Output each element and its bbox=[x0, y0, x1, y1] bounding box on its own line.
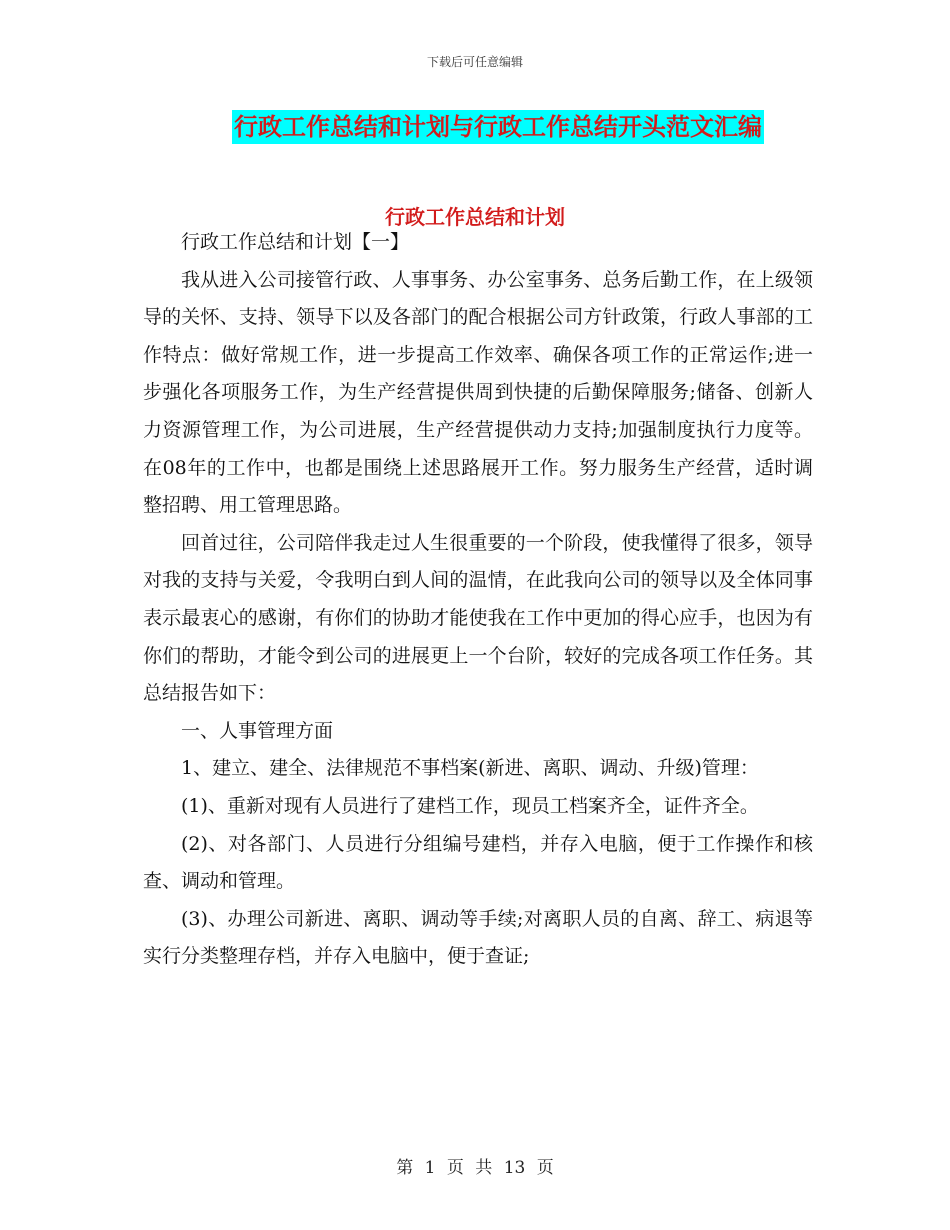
main-title-container bbox=[0, 110, 950, 144]
header-note: 下载后可任意编辑 bbox=[426, 55, 523, 69]
page-footer: 第 1 页 共 13 页 bbox=[396, 1158, 554, 1178]
list-item: (1)、重新对现有人员进行了建档工作，现员工档案齐全，证件齐全。 bbox=[181, 794, 759, 817]
paragraph: 回首过往，公司陪伴我走过人生很重要的一个阶段，使我懂得了很多，领导对我的支持与关爱，令我明白到人间的温情，在此我向公司的领导以及全体同事表示最衷心的感谢，有你们的协助才能使我在工作中更加的得心应手，也因为有你们的帮助，才能令到公司的进展更上一个台阶，较好的完成各项工作任务。其总结报告如下： bbox=[143, 531, 813, 705]
section-title: 行政工作总结和计划 bbox=[385, 205, 565, 229]
main-title: 行政工作总结和计划与行政工作总结开头范文汇编 bbox=[232, 110, 764, 144]
section-heading: 行政工作总结和计划【一】 bbox=[181, 231, 410, 253]
list-item: 1、建立、建全、法律规范不事档案(新进、离职、调动、升级)管理： bbox=[181, 757, 759, 780]
document-body bbox=[143, 224, 813, 976]
paragraph: 我从进入公司接管行政、人事事务、办公室事务、总务后勤工作，在上级领导的关怀、支持、领导下以及各部门的配合根据公司方针政策，行政人事部的工作特点：做好常规工作，进一步提高工作效率、确保各项工作的正常运作;进一步强化各项服务工作，为生产经营提供周到快捷的后勤保障服务;储备、创新人力资源管理工作，为公司进展，生产经营提供动力支持;加强制度执行力度等。在08年的工作中，也都是围绕上述思路展开工作。努力服务生产经营，适时调整招聘、用工管理思路。 bbox=[143, 268, 813, 517]
list-item: (3)、办理公司新进、离职、调动等手续;对离职人员的自离、辞工、病退等实行分类整理存档，并存入电脑中，便于查证; bbox=[143, 907, 813, 968]
subsection-heading: 一、人事管理方面 bbox=[181, 719, 334, 742]
list-item: (2)、对各部门、人员进行分组编号建档，并存入电脑，便于工作操作和核查、调动和管理。 bbox=[143, 832, 813, 893]
